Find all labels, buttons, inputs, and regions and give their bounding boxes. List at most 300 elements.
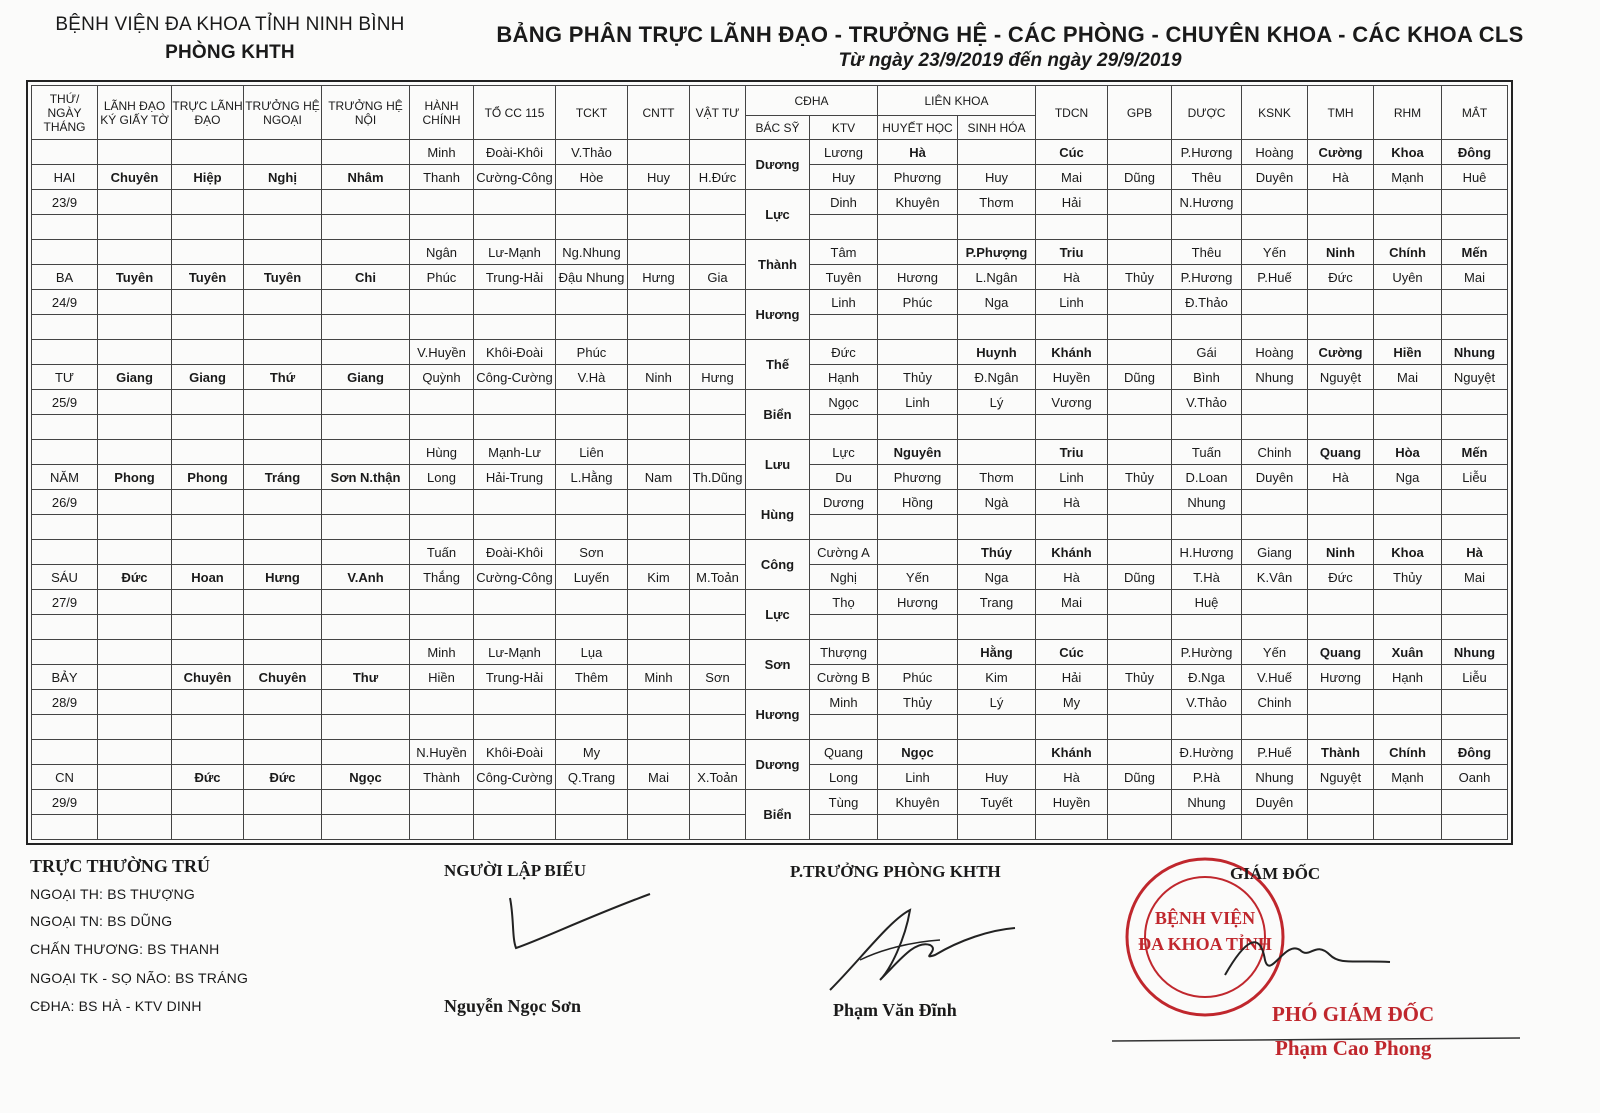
cell-to_cc: [474, 790, 556, 815]
cell-tmh: [1308, 590, 1374, 615]
cell-mat: Đông: [1442, 740, 1508, 765]
col-thu: THỨ/ NGÀY THÁNG: [32, 86, 98, 140]
cell-mat: [1442, 390, 1508, 415]
cell-to_cc: [474, 190, 556, 215]
day-name: NĂM: [32, 465, 98, 490]
table-row: [32, 740, 1508, 765]
hospital-name: BỆNH VIỆN ĐA KHOA TỈNH NINH BÌNH: [55, 14, 405, 35]
cell-blank: [1036, 615, 1108, 640]
cell-sinh_hoa: Nga: [958, 290, 1036, 315]
cell-blank: [98, 640, 172, 665]
cell-hanh_chinh: V.Huyền: [410, 340, 474, 365]
cell-truc_ld: Giang: [172, 365, 244, 390]
cell-blank: [1308, 315, 1374, 340]
cell-sinh_hoa: Ngà: [958, 490, 1036, 515]
cell-blank: [98, 440, 172, 465]
cell-blank: [958, 415, 1036, 440]
cell-blank: [172, 490, 244, 515]
cell-mat: Liễu: [1442, 665, 1508, 690]
cell-lanh_dao: Tuyên: [98, 265, 172, 290]
cell-mat: Nguyệt: [1442, 365, 1508, 390]
cell-huyet_hoc: Khuyên: [878, 190, 958, 215]
cell-blank: [1374, 815, 1442, 840]
cell-blank: [1108, 390, 1172, 415]
cell-hanh_chinh: [410, 690, 474, 715]
cell-blank: [244, 615, 322, 640]
cell-rhm: Hòa: [1374, 440, 1442, 465]
cell-th_ngoai: Đức: [244, 765, 322, 790]
cell-blank: [98, 240, 172, 265]
cell-hanh_chinh: Hùng: [410, 440, 474, 465]
cell-ksnk: Hoàng: [1242, 140, 1308, 165]
cell-tckt: [556, 790, 628, 815]
cell-blank: [810, 315, 878, 340]
cell-blank: [322, 740, 410, 765]
cell-blank: [628, 790, 690, 815]
table-row: [32, 390, 1508, 415]
cell-tmh: Quang: [1308, 440, 1374, 465]
day-name: CN: [32, 765, 98, 790]
cell-blank: [172, 390, 244, 415]
cell-tmh: [1308, 490, 1374, 515]
cell-rhm: Mạnh: [1374, 165, 1442, 190]
cell-blank: [98, 715, 172, 740]
hospital-header: [50, 14, 410, 64]
cell-blank: [690, 190, 746, 215]
cell-tdcn: Khánh: [1036, 340, 1108, 365]
cell-rhm: Mạnh: [1374, 765, 1442, 790]
table-row: [32, 690, 1508, 715]
cell-hanh_chinh: Thành: [410, 765, 474, 790]
cell-blank: [244, 790, 322, 815]
cell-blank: [244, 240, 322, 265]
day-date: 28/9: [32, 690, 98, 715]
day-cell-blank: [32, 540, 98, 565]
cell-ktv: Tâm: [810, 240, 878, 265]
cell-ktv: Nghị: [810, 565, 878, 590]
cell-duoc: Nhung: [1172, 490, 1242, 515]
cell-ksnk: K.Vân: [1242, 565, 1308, 590]
cell-tckt: V.Thảo: [556, 140, 628, 165]
cell-blank: [98, 815, 172, 840]
cell-blank: [1108, 515, 1172, 540]
resident-title: TRỰC THƯỜNG TRÚ: [30, 856, 211, 876]
cell-rhm: [1374, 290, 1442, 315]
cell-blank: [244, 690, 322, 715]
cell-blank: [172, 140, 244, 165]
cell-to_cc: Lư-Mạnh: [474, 640, 556, 665]
cell-gpb: Dũng: [1108, 165, 1172, 190]
cell-mat: Liễu: [1442, 465, 1508, 490]
cell-th_ngoai: Nghị: [244, 165, 322, 190]
cell-blank: [322, 290, 410, 315]
cell-tmh: [1308, 690, 1374, 715]
cell-blank: [1108, 440, 1172, 465]
cell-blank: [1308, 415, 1374, 440]
cell-sinh_hoa: Lý: [958, 690, 1036, 715]
cell-blank: [1242, 615, 1308, 640]
stamp-line-2: ĐA KHOA TỈNH: [1138, 934, 1272, 954]
cell-mat: [1442, 690, 1508, 715]
cell-ksnk: Hoàng: [1242, 340, 1308, 365]
cell-cntt: Huy: [628, 165, 690, 190]
cell-huyet_hoc: Hà: [878, 140, 958, 165]
cell-blank: [322, 240, 410, 265]
cell-blank: [628, 290, 690, 315]
cell-blank: [810, 715, 878, 740]
cell-ktv: Minh: [810, 690, 878, 715]
cell-rhm: Mai: [1374, 365, 1442, 390]
cell-blank: [322, 390, 410, 415]
cell-bac-si: Hương: [746, 290, 810, 340]
cell-duoc: Đ.Thảo: [1172, 290, 1242, 315]
cell-duoc: Bình: [1172, 365, 1242, 390]
col-tckt: TCKT: [556, 86, 628, 140]
cell-sinh_hoa: Đ.Ngân: [958, 365, 1036, 390]
cell-blank: [98, 790, 172, 815]
cell-gpb: Dũng: [1108, 365, 1172, 390]
table-row: [32, 140, 1508, 165]
col-cdha: CĐHA: [746, 86, 878, 116]
cell-blank: [172, 690, 244, 715]
table-row: [32, 290, 1508, 315]
cell-tmh: Đức: [1308, 565, 1374, 590]
table-row: [32, 790, 1508, 815]
cell-blank: [1108, 590, 1172, 615]
cell-tdcn: Khánh: [1036, 740, 1108, 765]
cell-huyet_hoc: Phúc: [878, 665, 958, 690]
cell-blank: [1108, 690, 1172, 715]
cell-blank: [1108, 190, 1172, 215]
col-ktv: KTV: [810, 116, 878, 140]
cell-lanh_dao: Giang: [98, 365, 172, 390]
cell-truc_ld: Chuyên: [172, 665, 244, 690]
cell-ksnk: Duyên: [1242, 465, 1308, 490]
cell-ksnk: P.Huế: [1242, 740, 1308, 765]
cell-cntt: Ninh: [628, 365, 690, 390]
cell-tdcn: Linh: [1036, 290, 1108, 315]
cell-tdcn: Cúc: [1036, 640, 1108, 665]
cell-tdcn: Hà: [1036, 565, 1108, 590]
cell-blank: [244, 515, 322, 540]
cell-sinh_hoa: Lý: [958, 390, 1036, 415]
day-name: BẢY: [32, 665, 98, 690]
col-huyet-hoc: HUYẾT HỌC: [878, 116, 958, 140]
cell-blank: [958, 215, 1036, 240]
col-sinh-hoa: SINH HÓA: [958, 116, 1036, 140]
cell-blank: [556, 615, 628, 640]
cell-to_cc: [474, 390, 556, 415]
cell-tmh: [1308, 290, 1374, 315]
cell-sinh_hoa: L.Ngân: [958, 265, 1036, 290]
cell-blank: [628, 215, 690, 240]
cell-lanh_dao: Chuyên: [98, 165, 172, 190]
cell-tmh: Nguyệt: [1308, 365, 1374, 390]
cell-blank: [1036, 415, 1108, 440]
cell-mat: [1442, 790, 1508, 815]
cell-tdcn: Hải: [1036, 190, 1108, 215]
cell-blank: [1442, 215, 1508, 240]
cell-blank: [628, 615, 690, 640]
cell-blank: [322, 440, 410, 465]
cell-tckt: Phúc: [556, 340, 628, 365]
day-cell-blank: [32, 140, 98, 165]
cell-blank: [1036, 515, 1108, 540]
cell-rhm: [1374, 790, 1442, 815]
cell-ksnk: Giang: [1242, 540, 1308, 565]
cell-duoc: P.Hường: [1172, 640, 1242, 665]
cell-tmh: Cường: [1308, 140, 1374, 165]
cell-blank: [172, 415, 244, 440]
cell-ktv: Ngọc: [810, 390, 878, 415]
table-row: [32, 190, 1508, 215]
cell-blank: [98, 415, 172, 440]
cell-mat: [1442, 190, 1508, 215]
cell-gpb: Thủy: [1108, 465, 1172, 490]
cell-blank: [322, 490, 410, 515]
cell-blank: [172, 240, 244, 265]
cell-to_cc: Đoài-Khôi: [474, 540, 556, 565]
cell-blank: [322, 540, 410, 565]
cell-tmh: Cường: [1308, 340, 1374, 365]
cell-tckt: Luyến: [556, 565, 628, 590]
cell-th_noi: Ngọc: [322, 765, 410, 790]
cell-blank: [690, 215, 746, 240]
cell-blank: [98, 340, 172, 365]
cell-huyet_hoc: Linh: [878, 390, 958, 415]
col-lien-khoa: LIÊN KHOA: [878, 86, 1036, 116]
cell-duoc: Thêu: [1172, 240, 1242, 265]
cell-to_cc: Cường-Công: [474, 165, 556, 190]
cell-bac-si: Dương: [746, 740, 810, 790]
col-hanh-chinh: HÀNH CHÍNH: [410, 86, 474, 140]
cell-blank: [322, 690, 410, 715]
cell-rhm: Chính: [1374, 240, 1442, 265]
cell-ksnk: Duyên: [1242, 165, 1308, 190]
cell-sinh_hoa: Hằng: [958, 640, 1036, 665]
cell-blank: [172, 340, 244, 365]
cell-blank: [690, 390, 746, 415]
cell-sinh_hoa: P.Phượng: [958, 240, 1036, 265]
cell-th_noi: Chi: [322, 265, 410, 290]
cell-huyet_hoc: Thủy: [878, 365, 958, 390]
cell-gpb: Thủy: [1108, 665, 1172, 690]
cell-blank: [1108, 640, 1172, 665]
cell-duoc: D.Loan: [1172, 465, 1242, 490]
cell-to_cc: [474, 490, 556, 515]
cell-blank: [474, 215, 556, 240]
cell-blank: [690, 290, 746, 315]
cell-duoc: Đ.Nga: [1172, 665, 1242, 690]
cell-rhm: [1374, 190, 1442, 215]
cell-to_cc: Cường-Công: [474, 565, 556, 590]
cell-vat_tu: Gia: [690, 265, 746, 290]
cell-blank: [810, 815, 878, 840]
cell-tdcn: Hà: [1036, 265, 1108, 290]
cell-blank: [1308, 615, 1374, 640]
cell-blank: [172, 215, 244, 240]
cell-mat: Mai: [1442, 265, 1508, 290]
cell-cntt: Mai: [628, 765, 690, 790]
cell-blank: [878, 815, 958, 840]
cell-blank: [1108, 240, 1172, 265]
cell-hanh_chinh: [410, 490, 474, 515]
vice-director-title: PHÓ GIÁM ĐỐC: [1272, 1002, 1435, 1026]
cell-huyet_hoc: [878, 540, 958, 565]
cell-rhm: [1374, 390, 1442, 415]
cell-blank: [1242, 415, 1308, 440]
cell-hanh_chinh: Ngân: [410, 240, 474, 265]
cell-blank: [878, 515, 958, 540]
cell-blank: [556, 715, 628, 740]
cell-lanh_dao: Đức: [98, 565, 172, 590]
cell-tmh: Ninh: [1308, 240, 1374, 265]
cell-blank: [98, 215, 172, 240]
cell-th_noi: Nhâm: [322, 165, 410, 190]
cell-blank: [810, 215, 878, 240]
cell-blank: [410, 415, 474, 440]
cell-tmh: [1308, 790, 1374, 815]
cell-blank: [1308, 515, 1374, 540]
cell-blank: [628, 240, 690, 265]
cell-blank: [1242, 215, 1308, 240]
cell-blank: [410, 715, 474, 740]
table-row: [32, 590, 1508, 615]
cell-hanh_chinh: Minh: [410, 140, 474, 165]
cell-truc_ld: Tuyên: [172, 265, 244, 290]
cell-rhm: [1374, 490, 1442, 515]
cell-bac-si: Biển: [746, 390, 810, 440]
cell-blank: [172, 315, 244, 340]
cell-vat_tu: Sơn: [690, 665, 746, 690]
cell-th_noi: V.Anh: [322, 565, 410, 590]
cell-bac-si: Biển: [746, 790, 810, 840]
cell-duoc: V.Thảo: [1172, 690, 1242, 715]
table-row: [32, 240, 1508, 265]
cell-hanh_chinh: [410, 390, 474, 415]
cell-blank: [1172, 715, 1242, 740]
day-date: 24/9: [32, 290, 98, 315]
schedule-body: [32, 140, 1508, 840]
cell-blank: [690, 440, 746, 465]
cell-huyet_hoc: Hồng: [878, 490, 958, 515]
cell-blank: [98, 490, 172, 515]
cell-to_cc: Trung-Hải: [474, 265, 556, 290]
cell-blank: [98, 740, 172, 765]
cell-tckt: Sơn: [556, 540, 628, 565]
cell-lanh_dao: [98, 765, 172, 790]
resident-line: NGOẠI TH: BS THƯỢNG: [30, 886, 195, 902]
cell-ksnk: Chinh: [1242, 690, 1308, 715]
cell-tmh: [1308, 190, 1374, 215]
cell-duoc: P.Hương: [1172, 265, 1242, 290]
cell-duoc: Gái: [1172, 340, 1242, 365]
cell-ksnk: Chinh: [1242, 440, 1308, 465]
cell-blank: [244, 390, 322, 415]
cell-cntt: Nam: [628, 465, 690, 490]
cell-bac-si: Dương: [746, 140, 810, 190]
cell-sinh_hoa: [958, 740, 1036, 765]
cell-huyet_hoc: Linh: [878, 765, 958, 790]
cell-blank: [1242, 815, 1308, 840]
cell-blank: [474, 615, 556, 640]
cell-blank: [1374, 215, 1442, 240]
cell-tmh: Đức: [1308, 265, 1374, 290]
table-row: [32, 640, 1508, 665]
cell-sinh_hoa: Nga: [958, 565, 1036, 590]
deputy-title: P.TRƯỞNG PHÒNG KHTH: [790, 862, 1001, 881]
cell-blank: [1108, 540, 1172, 565]
cell-mat: [1442, 490, 1508, 515]
cell-tdcn: Hải: [1036, 665, 1108, 690]
day-date: 29/9: [32, 790, 98, 815]
col-truc-lanh-dao: TRỰC LÃNH ĐẠO: [172, 86, 244, 140]
cell-rhm: Khoa: [1374, 140, 1442, 165]
cell-ksnk: Yến: [1242, 240, 1308, 265]
day-cell-blank: [32, 415, 98, 440]
cell-to_cc: Khôi-Đoài: [474, 740, 556, 765]
cell-blank: [172, 440, 244, 465]
cell-to_cc: Đoài-Khôi: [474, 140, 556, 165]
cell-blank: [628, 140, 690, 165]
cell-bac-si: Thế: [746, 340, 810, 390]
cell-blank: [474, 415, 556, 440]
cell-tmh: Thành: [1308, 740, 1374, 765]
cell-blank: [474, 715, 556, 740]
col-ksnk: KSNK: [1242, 86, 1308, 140]
cell-ksnk: [1242, 190, 1308, 215]
cell-mat: Mến: [1442, 240, 1508, 265]
cell-blank: [244, 215, 322, 240]
cell-blank: [628, 440, 690, 465]
day-cell-blank: [32, 240, 98, 265]
cell-blank: [172, 190, 244, 215]
cell-blank: [98, 190, 172, 215]
resident-line: CHẤN THƯƠNG: BS THANH: [30, 941, 220, 957]
cell-ktv: Lương: [810, 140, 878, 165]
schedule-table: [31, 85, 1508, 840]
cell-to_cc: Công-Cường: [474, 365, 556, 390]
cell-blank: [322, 415, 410, 440]
cell-rhm: Nga: [1374, 465, 1442, 490]
cell-duoc: P.Hương: [1172, 140, 1242, 165]
day-cell-blank: [32, 640, 98, 665]
cell-blank: [244, 640, 322, 665]
day-name: TƯ: [32, 365, 98, 390]
cell-mat: [1442, 590, 1508, 615]
cell-blank: [98, 540, 172, 565]
cell-ktv: Đức: [810, 340, 878, 365]
cell-th_ngoai: Thứ: [244, 365, 322, 390]
cell-ksnk: [1242, 490, 1308, 515]
cell-blank: [172, 790, 244, 815]
cell-blank: [172, 740, 244, 765]
day-cell-blank: [32, 215, 98, 240]
cell-blank: [98, 315, 172, 340]
cell-blank: [690, 715, 746, 740]
cell-blank: [690, 540, 746, 565]
cell-bac-si: Công: [746, 540, 810, 590]
cell-blank: [1308, 815, 1374, 840]
document-subtitle: Từ ngày 23/9/2019 đến ngày 29/9/2019: [838, 50, 1182, 71]
cell-blank: [1108, 615, 1172, 640]
cell-hanh_chinh: Thanh: [410, 165, 474, 190]
cell-blank: [322, 215, 410, 240]
cell-blank: [322, 340, 410, 365]
cell-huyet_hoc: [878, 640, 958, 665]
cell-blank: [322, 190, 410, 215]
cell-blank: [958, 315, 1036, 340]
